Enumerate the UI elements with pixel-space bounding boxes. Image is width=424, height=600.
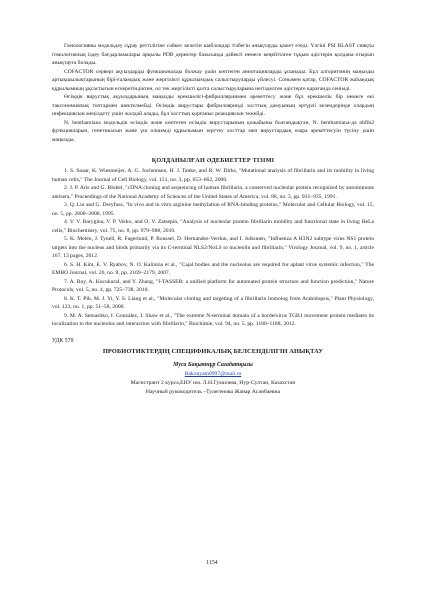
reference-item: 6. S. H. Kim, E. V. Ryabov, N. O. Kalinina et al., "Cajal bodies and the nucleolus are required for aplant virus systemic infection," The EMBO Journal, vol. 26, no. 8, pp. 2169–2179, 2007. [52,261,374,277]
reference-item: 4. V. V. Barygina, V. P. Veiko, and O. V. Zatsepin, "Analysis of nucleolar protein fibrillarin mobility and functional state in living HeLa cells," Biochemistry, vol. 75, no. 8, pp. 979–988, 2010. [52,219,374,234]
references-heading: ҚОЛДАНЫЛҒАН ӘДЕБИЕТТЕР ТІЗІМІ [151,157,275,164]
page-number: 1154 [206,560,218,566]
document-page [52,42,374,396]
author-name: Муса Бақытнұр Сағадатқызы [173,362,253,369]
udc-code: УДК 579 [52,337,74,344]
references-list [52,167,374,329]
reference-item: 7. A. Roy, A. Kucukural, and Y. Zhang, "I-TASSER: a unified platform for automated protein structure and function prediction," Nature Protocols, vol. 5, no. 4, pp. 725–738, 2010. [52,278,374,294]
intro-paragraph: Өсімдік вирустық ақуыздарының маңызды ерекшелігі-фибрилляринмен әрекеттесу және бұл ерекшелік бір немесе екі таксономиялық топтармен шектелмейді. Өсімдік вирустары фибрилляринді хосттың дамуының әртүрлі кезеңдерінде олардың инфекциясын жеңілдету үшін жалдай алады, бұл хосттың қорғаныс реакциясын тежейді. [52,94,374,117]
supervisor: Научный руководитель –Тулегенова Жанар Асанбаевна [145,388,281,395]
article-title: ПРОБИОТИКТЕРДІҢ СПЕЦИФИКАЛЫҚ БЕЛСЕНДІЛІГІН АНЫҚТАУ [102,347,324,355]
intro-paragraph: N. benthamiana модельдік өсімдік және көптеген өсімдік вирустарының қожайыны болғандықтан, N. benthamiana-да nbfib2 функцияларын, генетикасын және үш өлшемді құрылымын зерттеу хосттар мен вирустардың өзара әрекеттесуін түсіну үшін маңызды. [52,119,374,143]
author-email-link[interactable]: Bakonyam0997@mail.ru [184,371,242,378]
reference-item: 8. K. T. Pih, M. J. Yi, Y. S. Liang et al., "Molecular cloning and targeting of a fibrillarin homolog from Arabidopsis," Plant Physiology, vol. 123, no. 1, pp. 51–58, 2000. [52,295,374,311]
intro-paragraph: Гомологияны модельдеу сұрау реттілігіне сәйкес келетін шаблондар тізбегін анықтауды қажет етеді. Үлгіні PSI BLAST сияқты гомологиялық іздеу бағдарламалары арқылы PDB деректер базасында дәйекті немесе кеңейтілген тұқым әдістерін қолдана отырып анықтауға болады. [52,43,374,66]
reference-item: 9. M. A. Semashko, I. González, J. Shaw et al., "The extreme N-terminal domain of a hordeivirus TGB1 movement protein mediates its localization to the nucleolus and interaction with fibrillarin," Biochimie, vol. 94, no. 5, pp. 1180–1188, 2012. [52,312,374,328]
intro-paragraph: COFACTOR сервері ақуыздарды функционалды болжау үшін көптеген аннотацияларды ұсынады. Бұл алгоритмнің маңызды артықшылықтарының бірі-ғаламдық және жергілікті құрылымдық салыстыруларды үйлесуі. Сонымен қатар, COFACTOR жаһандық құрылымның ұқсастығын ескеретіндіктен, ол тек жергілікті қалта салыстыруларына негізделген әдістерге қарағанда сенімді. [52,68,374,92]
reference-item: 2. J. P. Aris and G. Blobel, "cDNA cloning and sequencing of human fibrillarin, a conserved nucleolar protein recognized by autoimmune antisera," Proceedings of the National Academy of Sciences of the United States of America, vol. 88, no. 3, pp. 931–935, 1991. [52,185,374,200]
reference-item: 1. S. Snaar, K. Wiesmeijer, A. G. Jochemsen, H. J. Tanke, and R. W. Dirks, "Mutational analysis of fibrillarin and its mobility in living human cells," The Journal of Cell Biology, vol. 151, no. 3, pp. 653–662, 2000. [52,168,374,183]
reference-item: 5. K. Melén, J. Tynell, R. Fagerlund, P. Roussel, D. Hernandez-Verdun, and I. Julkunen, "Influenza A H3N2 subtype virus NS1 protein targets into the nucleus and binds primarily via its C-terminal NLS2/NoLS to nucleolin and fibrillarin," Virology Journal, vol. 9, no. 1, article 167, 13 pages, 2012. [52,236,374,260]
reference-item: 3. Q. Liu and G. Dreyfuss, "In vivo and in vitro arginine methylation of RNA-binding proteins," Molecular and Cellular Biology, vol. 15, no. 5, pp. 2800–2808, 1995. [52,202,374,217]
author-affiliation: Магистрант 2 курса,ЕНУ им. Л.Н.Гумилева, Нур-Султан, Казахстан [130,379,296,386]
